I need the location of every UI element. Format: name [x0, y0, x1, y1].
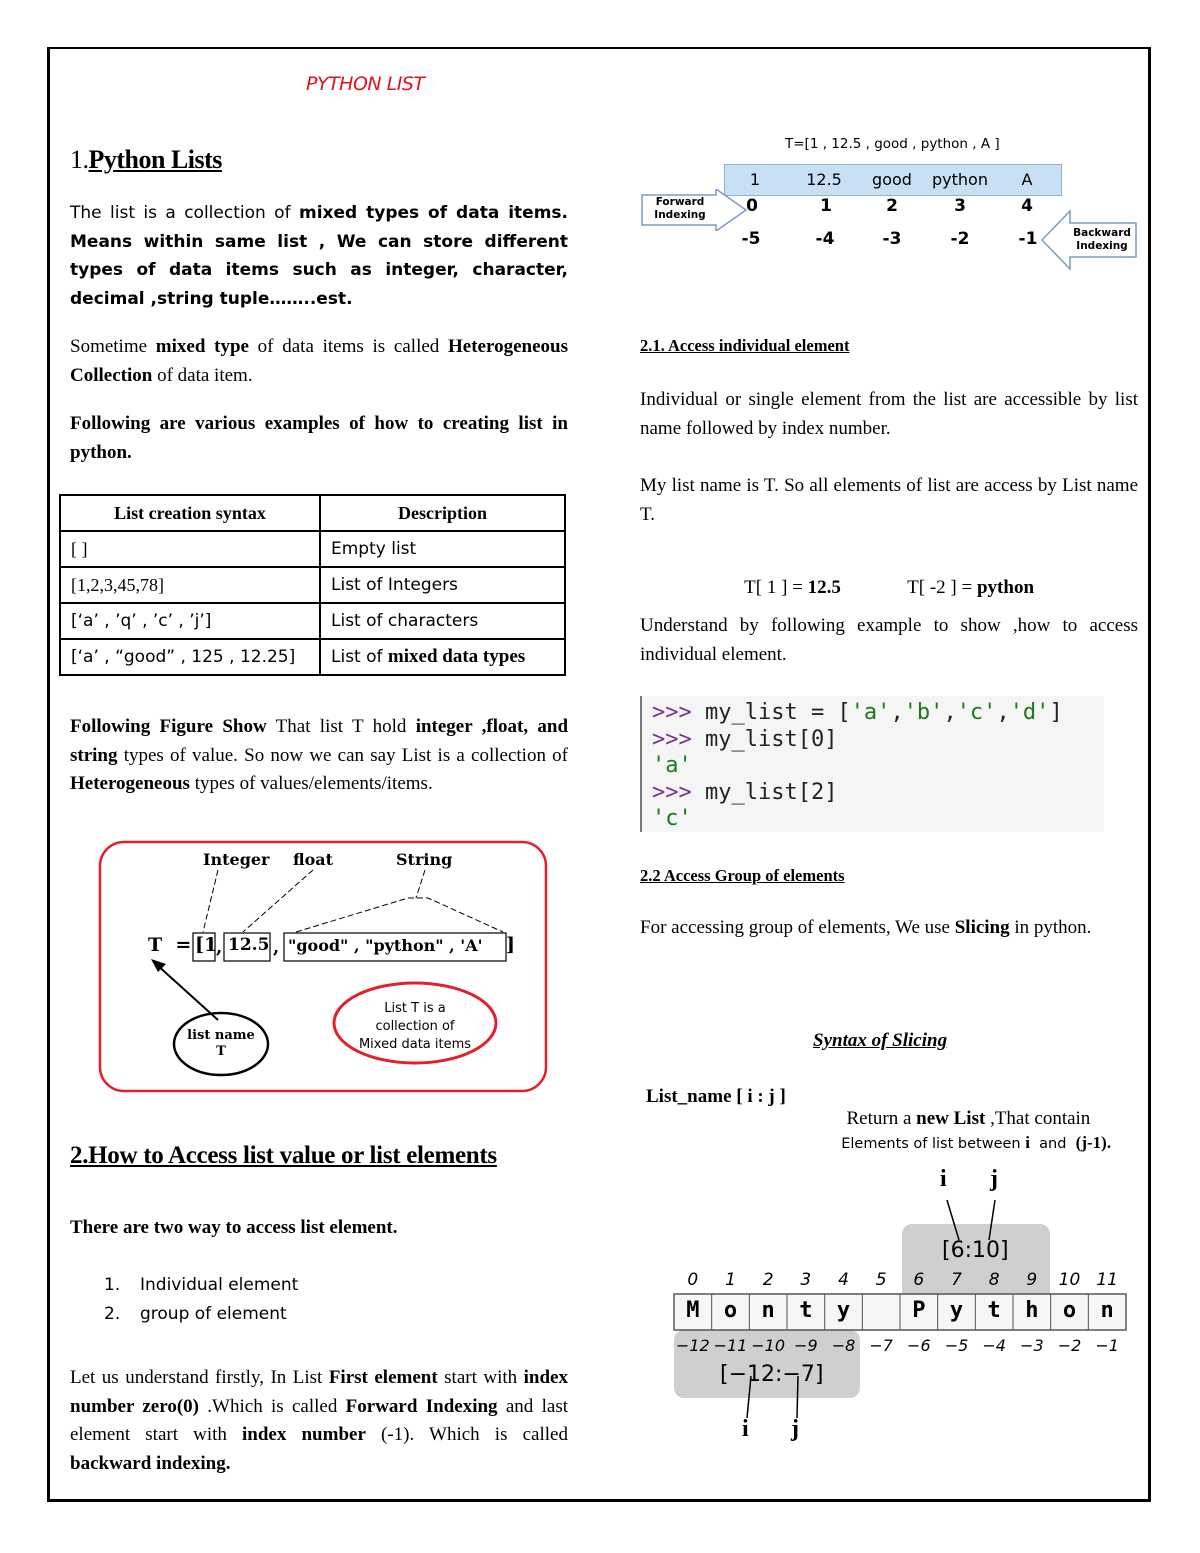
section2-heading: 2.How to Access list value or list elements	[70, 1142, 497, 1169]
text-run: That list T hold	[266, 716, 416, 737]
positive-index: 0	[687, 1270, 699, 1290]
table-cell: [1,2,3,45,78]	[60, 567, 320, 603]
text-run: of data items is called	[248, 336, 449, 357]
paragraph-indexing	[70, 1364, 568, 1478]
negative-index: −6	[907, 1336, 931, 1355]
text-run: .Which is called	[198, 1395, 346, 1417]
section22-heading: 2.2 Access Group of elements	[640, 866, 845, 885]
figure-slicing	[660, 1160, 1140, 1460]
backward-index: -1	[1018, 229, 1038, 249]
slice-letter: y	[949, 1298, 964, 1323]
table-row	[60, 639, 565, 675]
negative-index: −5	[944, 1336, 969, 1355]
section21-heading: 2.1. Access individual element	[640, 336, 850, 355]
table-cell: List of characters	[320, 603, 565, 639]
section2-intro: There are two way to access list element.	[70, 1217, 398, 1238]
forward-index: 3	[954, 196, 966, 216]
page-title: PYTHON LIST	[306, 73, 425, 95]
indexing-cell: good	[872, 170, 912, 189]
negative-index: −4	[982, 1336, 1006, 1355]
label-float: float	[293, 850, 334, 869]
figure-indexing	[640, 134, 1140, 284]
negative-index: −2	[1057, 1336, 1082, 1355]
table-cell: [ ]	[60, 531, 320, 567]
text-run: integer ,float, and string	[70, 716, 569, 766]
backward-index: -3	[882, 229, 902, 249]
text-run: First element	[328, 1367, 438, 1388]
list-item-float: 12.5	[228, 935, 270, 955]
access-methods-list	[104, 1271, 298, 1328]
code-line: >>> my_list[2]	[652, 779, 838, 805]
positive-index: 10	[1058, 1270, 1081, 1290]
index-example-1: T[ 1 ] = 12.5	[744, 577, 841, 598]
code-example	[640, 696, 1104, 832]
list-item: 2. group of element	[104, 1303, 287, 1324]
slice-letter: o	[723, 1298, 738, 1323]
forward-index: 0	[746, 196, 758, 216]
paragraph-list-name: My list name is T. So all elements of list are access by List name T.	[640, 475, 1138, 525]
table-cell: [‘a’ , “good” , 125 , 12.25]	[60, 639, 320, 675]
section1-title: Python Lists	[88, 145, 222, 174]
forward-index: 2	[886, 196, 898, 216]
indexing-cell: 12.5	[806, 170, 842, 189]
mixed-items-bubble: List T is a collection of Mixed data items	[358, 1001, 472, 1052]
text-run: Following Figure Show	[70, 716, 267, 737]
negative-index: −8	[831, 1336, 856, 1355]
indexing-cell: 1	[749, 170, 761, 189]
text-run: (-1). Which is called	[365, 1424, 568, 1445]
index-example-2: T[ -2 ] = python	[907, 577, 1035, 598]
list-creation-table	[59, 494, 566, 676]
section1-number: 1.	[70, 145, 89, 174]
negative-index: −7	[869, 1336, 893, 1355]
positive-index: 11	[1096, 1270, 1118, 1290]
syntax-right: Return a new List ,That contain	[846, 1108, 1091, 1129]
forward-arrow-label: Forward Indexing	[654, 196, 706, 221]
paragraph-slicing	[640, 914, 1138, 943]
table-header-description: Description	[320, 495, 565, 531]
paragraph-individual-access: Individual or single element from the list are accessible by list name followed by index number.	[640, 389, 1138, 439]
text-run: and last element start with	[70, 1395, 568, 1445]
indexing-cell: python	[932, 170, 988, 189]
text-run: The list is a collection of	[70, 203, 299, 223]
top-slice-label: [6:10]	[942, 1238, 1009, 1263]
text-run: mixed type	[155, 336, 249, 357]
indexing-cell: A	[1021, 170, 1033, 189]
forward-index: 1	[820, 196, 832, 216]
positive-index: 2	[762, 1270, 774, 1290]
code-line: 'a'	[652, 753, 692, 778]
text-run: index number	[242, 1424, 366, 1445]
text-run: Sometime	[70, 336, 156, 357]
label-integer: Integer	[203, 850, 270, 869]
table-row	[60, 603, 565, 639]
positive-index: 7	[951, 1270, 962, 1290]
code-line: >>> my_list = ['a','b','c','d']	[652, 700, 1063, 725]
list-name-bubble: list name T	[187, 1028, 255, 1059]
backward-index: -2	[950, 229, 970, 249]
paragraph-heterogeneous	[70, 333, 568, 390]
code-line: 'c'	[652, 806, 692, 831]
list-item-strings: "good" , "python" , 'A'	[288, 936, 483, 955]
negative-index: −1	[1095, 1336, 1119, 1355]
code-line: >>> my_list[0]	[652, 726, 838, 752]
backward-index: -4	[815, 229, 835, 249]
table-row	[60, 567, 565, 603]
positive-index: 5	[875, 1270, 887, 1290]
text-run: Heterogeneous	[70, 773, 190, 794]
slice-letter: n	[1100, 1298, 1114, 1323]
positive-index: 9	[1026, 1270, 1038, 1290]
table-header-syntax: List creation syntax	[60, 495, 320, 531]
syntax-left: List_name [ i : j ]	[646, 1086, 786, 1107]
bottom-slice-label: [−12:−7]	[720, 1362, 824, 1387]
table-header-row	[60, 495, 565, 531]
top-j-label: j	[990, 1166, 998, 1192]
positive-index: 1	[725, 1270, 736, 1290]
text-run: types of value. So now we can say List is a collection of	[117, 744, 568, 766]
syntax-heading: Syntax of Slicing	[813, 1030, 948, 1051]
negative-index: −12	[675, 1336, 710, 1355]
text-run: Heterogeneous Collection	[70, 336, 568, 386]
bottom-j-label: j	[791, 1416, 799, 1442]
text-run: Slicing	[954, 917, 1010, 938]
list-item-integer: [1	[195, 934, 218, 956]
label-string: String	[396, 850, 453, 869]
bottom-i-label: i	[742, 1416, 749, 1442]
code-line	[652, 700, 1063, 833]
negative-index: −9	[794, 1336, 818, 1355]
text-run: mixed types of data items. Means within same list , We can store different types of data items such as integer, character, decimal ,string tuple……..est.	[70, 203, 568, 309]
forward-index: 4	[1021, 196, 1033, 216]
top-i-label: i	[940, 1166, 947, 1192]
paragraph-figure-description	[70, 713, 568, 799]
section1-heading	[70, 145, 222, 175]
table-row	[60, 531, 565, 567]
text-run: types of values/elements/items.	[189, 773, 433, 794]
slice-letter: P	[912, 1298, 926, 1323]
table-cell: List of mixed data types	[320, 639, 565, 675]
list-comma: ,	[273, 937, 280, 958]
paragraph-list-definition	[70, 199, 568, 313]
positive-index: 3	[800, 1270, 812, 1290]
negative-index: −3	[1020, 1336, 1044, 1355]
list-t-label: T =	[148, 934, 192, 956]
text-run: index number zero(0)	[70, 1367, 568, 1417]
positive-index: 4	[838, 1270, 849, 1290]
slice-letter: M	[686, 1298, 700, 1323]
slice-letter: t	[799, 1298, 813, 1323]
slice-letter: t	[987, 1298, 1001, 1323]
text-run: in python.	[1009, 917, 1092, 938]
syntax-line2: Elements of list between i and (j-1).	[841, 1133, 1112, 1152]
slice-letter: n	[761, 1298, 775, 1323]
table-cell: [‘a’ , ’q’ , ’c’ , ’j’]	[60, 603, 320, 639]
text-run: Let us understand firstly, In List	[70, 1367, 329, 1388]
indexing-title: T=[1 , 12.5 , good , python , A ]	[785, 136, 1000, 152]
slice-letter: o	[1062, 1298, 1077, 1323]
positive-index: 6	[913, 1270, 925, 1290]
table-cell: Empty list	[320, 531, 565, 567]
backward-arrow-label: Backward Indexing	[1073, 227, 1131, 252]
negative-index: −11	[713, 1336, 748, 1355]
text-run: backward indexing.	[70, 1452, 231, 1474]
list-close-bracket: ]	[506, 934, 515, 956]
slice-letter: h	[1025, 1298, 1039, 1323]
negative-index: −10	[751, 1336, 786, 1355]
slice-letter: y	[836, 1298, 851, 1323]
text-run: For accessing group of elements, We use	[640, 917, 955, 938]
paragraph-examples-intro: Following are various examples of how to creating list in python.	[70, 413, 568, 463]
paragraph-access-example: Understand by following example to show ,how to access individual element.	[640, 615, 1138, 665]
backward-index: -5	[741, 229, 761, 249]
list-item: 1. Individual element	[104, 1275, 299, 1295]
figure-heterogeneous-list	[98, 840, 548, 1093]
text-run: of data item.	[152, 364, 253, 386]
text-run: Forward Indexing	[345, 1395, 498, 1417]
table-cell: List of Integers	[320, 567, 565, 603]
figure-heterogeneous-list-drawing	[98, 840, 548, 1093]
positive-index: 8	[988, 1270, 1000, 1290]
list-comma: ,	[216, 937, 223, 958]
text-run: start with	[437, 1367, 524, 1388]
